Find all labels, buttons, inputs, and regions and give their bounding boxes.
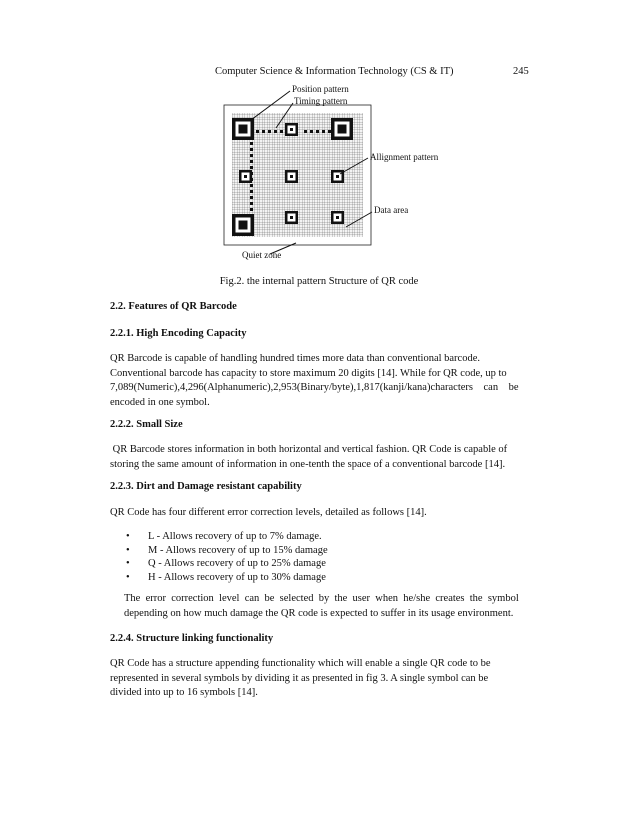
paragraph-line: QR Barcode stores information in both horizontal and vertical fashion. QR Code is capable of (110, 444, 508, 455)
section-heading: 2.2.4. Structure linking functionality (110, 633, 274, 644)
page-number: 245 (513, 66, 529, 77)
list-item-text: H - Allows recovery of up to 30% damage (148, 571, 326, 583)
alignment-pattern-2 (239, 170, 252, 183)
position-pattern-bottom-left (232, 214, 254, 236)
section-2-2-3 (110, 480, 535, 495)
paragraph-line: QR Barcode is capable of handling hundred times more data than conventional barcode. (110, 353, 481, 364)
paragraph-line: storing the same amount of information in one-tenth the space of a conventional barcode [14]. (110, 458, 506, 470)
section-heading: 2.2. Features of QR Barcode (110, 301, 237, 312)
paragraph-line: encoded in one symbol. (110, 396, 210, 408)
journal-title: Computer Science & Information Technology (CS & IT) (215, 66, 454, 77)
list-item-text: L - Allows recovery of up to 7% damage. (148, 531, 322, 542)
section-2-2-1 (110, 327, 535, 342)
paragraph-line: divided into up to 16 symbols [14]. (110, 687, 258, 698)
position-pattern-top-right (331, 118, 353, 140)
alignment-pattern-1 (285, 123, 298, 136)
section-heading: 2.2.2. Small Size (110, 419, 183, 430)
alignment-pattern-6 (331, 211, 344, 224)
paragraph-line: depending on how much damage the QR code is expected to suffer in its usage environment. (124, 607, 514, 619)
section-2-2-2-body (110, 443, 535, 472)
paragraph-line: Conventional barcode has capacity to store maximum 20 digits [14]. While for QR code, up to (110, 367, 507, 379)
error-correction-list (110, 530, 535, 584)
label-quiet-zone: Quiet zone (242, 250, 282, 260)
section-2-2-3-note (110, 592, 535, 621)
label-data-area: Data area (374, 205, 409, 215)
section-2-2-4-body (110, 657, 535, 701)
list-item (110, 571, 535, 585)
figure-caption: Fig.2. the internal pattern Structure of QR code (219, 276, 419, 287)
position-pattern-top-left (232, 118, 254, 140)
paragraph-line: QR Code has a structure appending functionality which will enable a single QR code to be (110, 658, 491, 669)
qr-structure-figure (222, 82, 452, 264)
paragraph-line: QR Code has four different error correction levels, detailed as follows [14]. (110, 507, 427, 518)
bullet-icon: • (126, 531, 130, 542)
list-item (110, 557, 535, 571)
label-alignment-pattern: Allignment pattern (370, 152, 439, 162)
paragraph-line: represented in several symbols by dividing it as presented in fig 3. A single symbol can be (110, 672, 489, 684)
label-position-pattern: Position pattern (292, 84, 349, 94)
section-2-2 (110, 300, 535, 315)
alignment-pattern-5 (285, 211, 298, 224)
bullet-icon: • (126, 571, 130, 583)
alignment-pattern-3 (285, 170, 298, 183)
section-2-2-4 (110, 632, 535, 647)
section-heading: 2.2.3. Dirt and Damage resistant capability (110, 481, 302, 492)
bullet-icon: • (126, 544, 130, 556)
list-item-text: M - Allows recovery of up to 15% damage (148, 544, 328, 556)
paragraph-line: The error correction level can be selected by the user when he/she creates the symbol (124, 593, 519, 604)
list-item-text: Q - Allows recovery of up to 25% damage (148, 558, 326, 570)
list-item (110, 544, 535, 558)
alignment-pattern-4 (331, 170, 344, 183)
running-header (0, 66, 638, 80)
list-item (110, 530, 535, 544)
label-timing-pattern: Timing pattern (294, 96, 348, 106)
section-2-2-2 (110, 418, 535, 433)
bullet-icon: • (126, 558, 130, 570)
qr-diagram (222, 82, 452, 264)
paragraph-line: 7,089(Numeric),4,296(Alphanumeric),2,953(Binary/byte),1,817(kanji/kana)characters can be (110, 382, 519, 393)
section-2-2-1-body (110, 352, 535, 410)
section-heading: 2.2.1. High Encoding Capacity (110, 328, 247, 339)
section-2-2-3-intro (110, 506, 535, 521)
